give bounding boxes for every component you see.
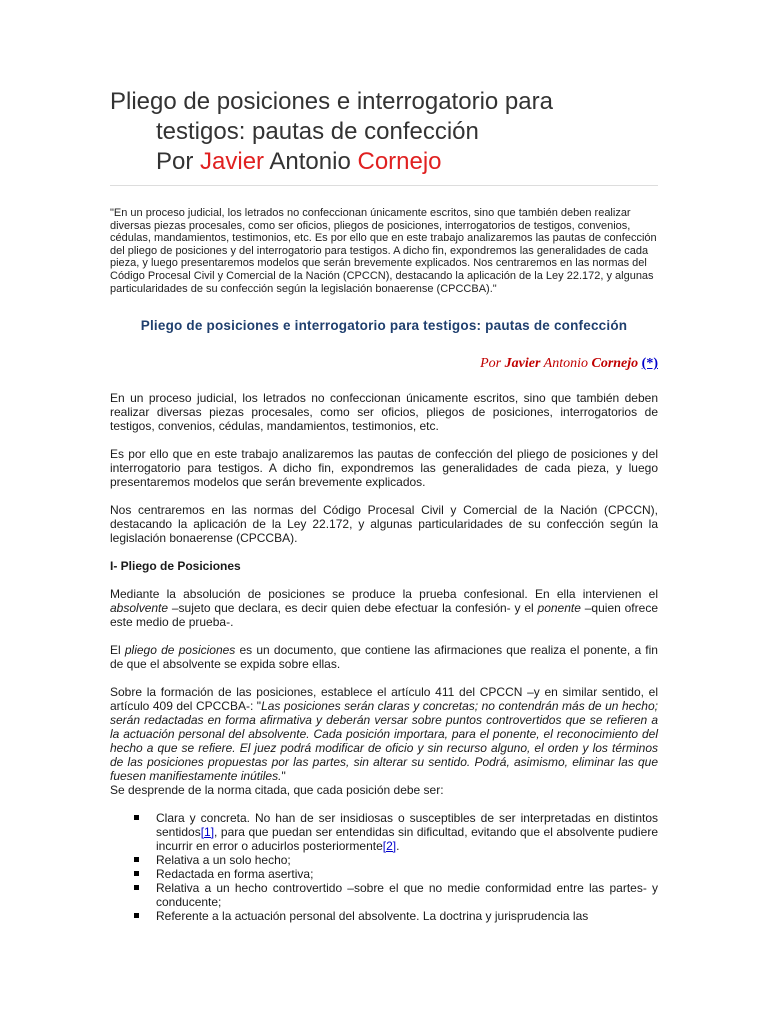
list-item — [110, 811, 658, 853]
bullet-square-icon — [134, 871, 139, 876]
title-author-middle: Antonio — [269, 148, 351, 175]
paragraph-2: Es por ello que en este trabajo analizaremos las pautas de confección del pliego de posiciones y del interrogatorio para testigos. A dicho fin, expondremos las generalidades de cada pieza, y luego presentaremos modelos que serán brevemente explicados. — [110, 447, 658, 489]
title-line-1: Pliego de posiciones e interrogatorio para — [110, 88, 553, 115]
b1-text-c: . — [396, 839, 400, 853]
p6-quote: Las posiciones serán claras y concretas; no contendrán más de un hecho; serán redactadas en forma afirmativa y deberán versar sobre puntos controvertidos que se refieren a la actuación personal del absolvente. Cada posición importara, para el ponente, el reconocimiento del hecho a que se refiere. El juez podrá modificar de oficio y sin recurso alguno, el orden y los términos de las posiciones propuestas por las partes, sin alterar su sentido. Podrá, asimismo, eliminar las que fuesen manifiestamente inútiles. — [110, 699, 658, 783]
byline-first: Javier — [504, 356, 541, 371]
byline-last: Cornejo — [591, 356, 639, 371]
footnote-link-2[interactable]: [2] — [382, 839, 397, 853]
list-item — [110, 909, 658, 923]
article-subtitle: Pliego de posiciones e interrogatorio para testigos: pautas de confección — [140, 318, 628, 333]
footnote-link-1[interactable]: [1] — [200, 825, 215, 839]
requirements-list — [110, 811, 658, 923]
p5-text-a: El — [110, 643, 125, 657]
b1-text-a: Clara y concreta. No han de ser insidiosas o susceptibles de ser interpretadas en distintos sentidos — [156, 811, 658, 839]
p4-text-b: –sujeto que declara, es decir quien debe efectuar la confesión- y el — [168, 601, 538, 615]
author-note-link[interactable]: (*) — [641, 356, 658, 371]
p6-text-a: Sobre la formación de las posiciones, establece el artículo 411 del CPCCN –y en similar sentido, el artículo 409 del CPCCBA-: " — [110, 685, 658, 713]
title-author-line — [110, 147, 670, 177]
title-divider — [110, 185, 658, 186]
paragraph-3: Nos centraremos en las normas del Código Procesal Civil y Comercial de la Nación (CPCCN), destacando la aplicación de la Ley 22.172, y algunas particularidades de su confección según la legislación bonaerense (CPCCBA). — [110, 503, 658, 545]
list-item — [110, 881, 658, 909]
b5-text: Referente a la actuación personal del absolvente. La doctrina y jurisprudencia las — [156, 909, 589, 923]
title-author-last: Cornejo — [357, 148, 442, 175]
p6-quote-end: " — [281, 769, 286, 783]
summary-abstract: "En un proceso judicial, los letrados no confeccionan únicamente escritos, sino que también deben realizar diversas piezas procesales, como ser oficios, pliegos de posiciones, interrogatorios de testigos, convenios, cédulas, mandamientos, testimonios, etc. Es por ello que en este trabajo analizaremos las pautas de confección del pliego de posiciones y del interrogatorio para testigos. A dicho fin, expondremos las generalidades de cada pieza, y luego presentaremos modelos que serán brevemente explicados. Nos centraremos en las normas del Código Procesal Civil y Comercial de la Nación (CPCCN), destacando la aplicación de la Ley 22.172, y algunas particularidades de su confección según la legislación bonaerense (CPCCBA)." — [110, 207, 657, 295]
p5-text-b: es un documento, que contiene las afirmaciones que realiza el ponente, a fin de que el absolvente se expida sobre ellas. — [110, 643, 658, 671]
paragraph-7: Se desprende de la norma citada, que cada posición debe ser: — [110, 783, 444, 797]
article-body — [110, 391, 658, 923]
title-author-first: Javier — [200, 148, 265, 175]
p4-term-absolvente: absolvente — [110, 601, 169, 615]
paragraph-6 — [110, 685, 658, 783]
paragraph-1: En un proceso judicial, los letrados no confeccionan únicamente escritos, sino que también deben realizar diversas piezas procesales, como ser oficios, pliegos de posiciones, interrogatorios de testigos, convenios, cédulas, mandamientos, testimonios, etc. — [110, 391, 658, 433]
list-item — [110, 853, 658, 867]
paragraph-5 — [110, 643, 658, 671]
document-title — [110, 87, 670, 177]
section-heading: I- Pliego de Posiciones — [110, 559, 241, 573]
b4-text: Relativa a un hecho controvertido –sobre el que no medie conformidad entre las partes- y conducente; — [156, 881, 658, 909]
b2-text: Relativa a un solo hecho; — [156, 853, 291, 867]
p4-text-c: –quien ofrece este medio de prueba-. — [110, 601, 658, 629]
bullet-square-icon — [134, 815, 139, 820]
bullet-square-icon — [134, 913, 139, 918]
byline-por: Por — [480, 356, 502, 371]
title-by: Por — [156, 148, 194, 175]
p5-term-pliego: pliego de posiciones — [124, 643, 236, 657]
title-line-2: testigos: pautas de confección — [156, 118, 479, 145]
p4-text-a: Mediante la absolución de posiciones se produce la prueba confesional. En ella intervienen el — [110, 587, 658, 601]
author-byline — [110, 356, 658, 372]
bullet-square-icon — [134, 857, 139, 862]
p4-term-ponente: ponente — [537, 601, 581, 615]
b3-text: Redactada en forma asertiva; — [156, 867, 314, 881]
bullet-square-icon — [134, 885, 139, 890]
list-item — [110, 867, 658, 881]
paragraph-4 — [110, 587, 658, 629]
b1-text-b: , para que puedan ser entendidas sin dificultad, evitando que el absolvente pudiere incurrir en error o aducirlos posteriormente — [156, 825, 658, 853]
byline-middle: Antonio — [543, 356, 588, 371]
